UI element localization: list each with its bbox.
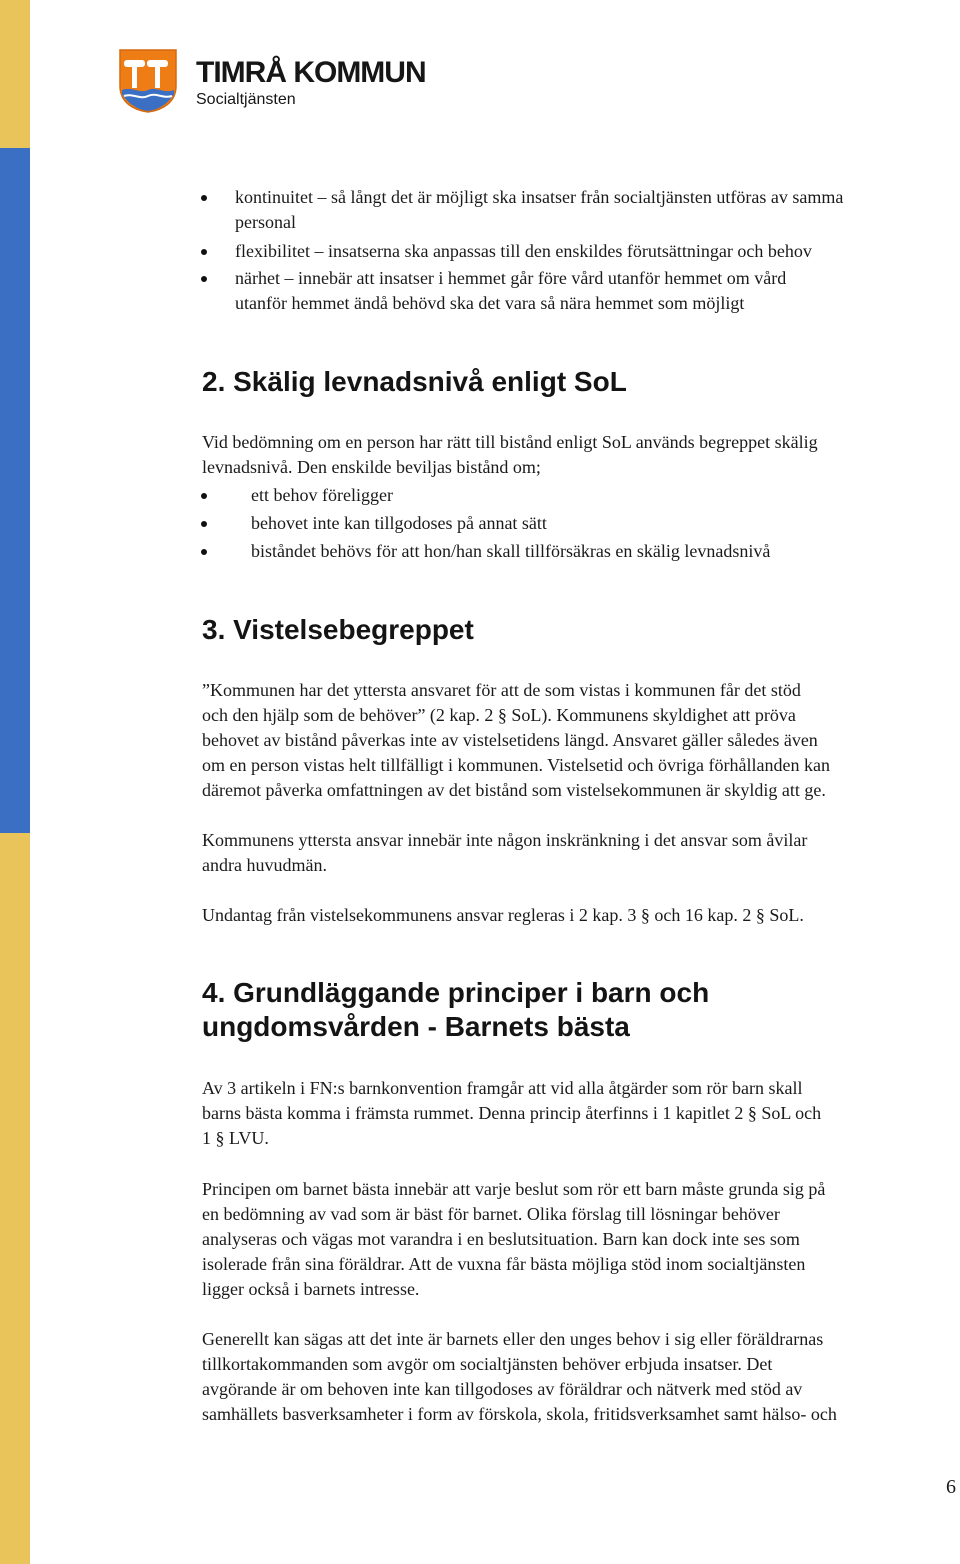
list-item-text: flexibilitet – insatserna ska anpassas till den enskildes förutsättningar och behov — [235, 241, 812, 261]
timra-coat-of-arms-icon — [118, 48, 178, 114]
list-item-text: utanför hemmet ändå behövd ska det vara så nära hemmet som möjligt — [235, 293, 745, 313]
text-line: en bedömning av vad som är bäst för barnet. Olika förslag till lösningar behöver — [202, 1204, 780, 1224]
section-heading: 2. Skälig levnadsnivå enligt SoL — [202, 366, 627, 397]
page-number: 6 — [946, 1476, 956, 1498]
text-line: ligger också i barnets intresse. — [202, 1279, 420, 1299]
bullet-icon — [201, 521, 207, 527]
bullet-icon — [201, 276, 207, 282]
bullet-icon — [201, 549, 207, 555]
heading-line: ungdomsvården - Barnets bästa — [202, 1011, 630, 1042]
paragraph — [202, 430, 958, 480]
heading-line: 4. Grundläggande principer i barn och — [202, 977, 710, 1008]
text-line: Principen om barnet bästa innebär att varje beslut som rör ett barn måste grunda sig på — [202, 1179, 826, 1199]
text-line: om en person vistas helt tillfälligt i kommunen. Vistelsetid och övriga förhållanden kan — [202, 755, 830, 775]
text-line: analyseras och vägas mot varandra i en beslutsituation. Barn kan dock inte ses som — [202, 1229, 800, 1249]
text-line: isolerade från sina föräldrar. Att de vuxna får bästa möjliga stöd inom socialtjänsten — [202, 1254, 806, 1274]
section-heading — [202, 976, 709, 1044]
list-item-text: ett behov föreligger — [251, 485, 393, 505]
list-item-text: personal — [235, 212, 296, 232]
text-line: Vid bedömning om en person har rätt till bistånd enligt SoL används begreppet skälig — [202, 432, 818, 452]
paragraph — [202, 828, 958, 878]
text-line: tillkortakommanden som avgör om socialtjänsten behöver erbjuda insatser. Det — [202, 1354, 773, 1374]
text-line: och den hjälp som de behöver” (2 kap. 2 § SoL). Kommunens skyldighet att pröva — [202, 705, 796, 725]
bullet-icon — [201, 249, 207, 255]
list-item-text: kontinuitet – så långt det är möjligt ska insatser från socialtjänsten utföras av samma — [235, 187, 844, 207]
side-stripe-blue — [0, 148, 30, 833]
text-line: levnadsnivå. Den enskilde beviljas bistånd om; — [202, 457, 541, 477]
text-line: Generellt kan sägas att det inte är barnets eller den unges behov i sig eller föräldrarnas — [202, 1329, 824, 1349]
paragraph — [202, 903, 958, 928]
text-line: samhällets basverksamheter i form av förskola, skola, fritidsverksamhet samt hälso- och — [202, 1404, 837, 1424]
section-heading: 3. Vistelsebegreppet — [202, 614, 474, 645]
text-line: barns bästa komma i främsta rummet. Denna princip återfinns i 1 kapitlet 2 § SoL och — [202, 1103, 822, 1123]
text-line: ”Kommunen har det yttersta ansvaret för att de som vistas i kommunen får det stöd — [202, 680, 801, 700]
text-line: behovet av bistånd påverkas inte av vistelsetidens längd. Ansvaret gäller således även — [202, 730, 818, 750]
text-line: andra huvudmän. — [202, 855, 327, 875]
organization-name: TIMRÅ KOMMUN — [196, 56, 426, 89]
department-name: Socialtjänsten — [196, 91, 296, 108]
text-line: Av 3 artikeln i FN:s barnkonvention framgår att vid alla åtgärder som rör barn skall — [202, 1078, 803, 1098]
list-item-text: närhet – innebär att insatser i hemmet går före vård utanför hemmet om vård — [235, 268, 787, 288]
paragraph — [202, 1327, 958, 1427]
text-line: Undantag från vistelsekommunens ansvar regleras i 2 kap. 3 § och 16 kap. 2 § SoL. — [202, 905, 804, 925]
text-line: avgörande är om behoven inte kan tillgodoses av föräldrar och nätverk med stöd av — [202, 1379, 803, 1399]
bullet-icon — [201, 195, 207, 201]
text-line: 1 § LVU. — [202, 1128, 269, 1148]
bullet-icon — [201, 493, 207, 499]
list-item-text: behovet inte kan tillgodoses på annat sätt — [251, 513, 547, 533]
paragraph — [202, 1177, 958, 1302]
text-line: däremot påverka omfattningen av det bistånd som vistelsekommunen är skyldig att ge. — [202, 780, 826, 800]
list-item-text: biståndet behövs för att hon/han skall tillförsäkras en skälig levnadsnivå — [251, 541, 771, 561]
side-stripe-yellow-top — [0, 0, 30, 148]
side-stripe-yellow-bottom — [0, 833, 30, 1564]
paragraph — [202, 1076, 958, 1151]
text-line: Kommunens yttersta ansvar innebär inte någon inskränkning i det ansvar som åvilar — [202, 830, 808, 850]
paragraph — [202, 678, 958, 803]
